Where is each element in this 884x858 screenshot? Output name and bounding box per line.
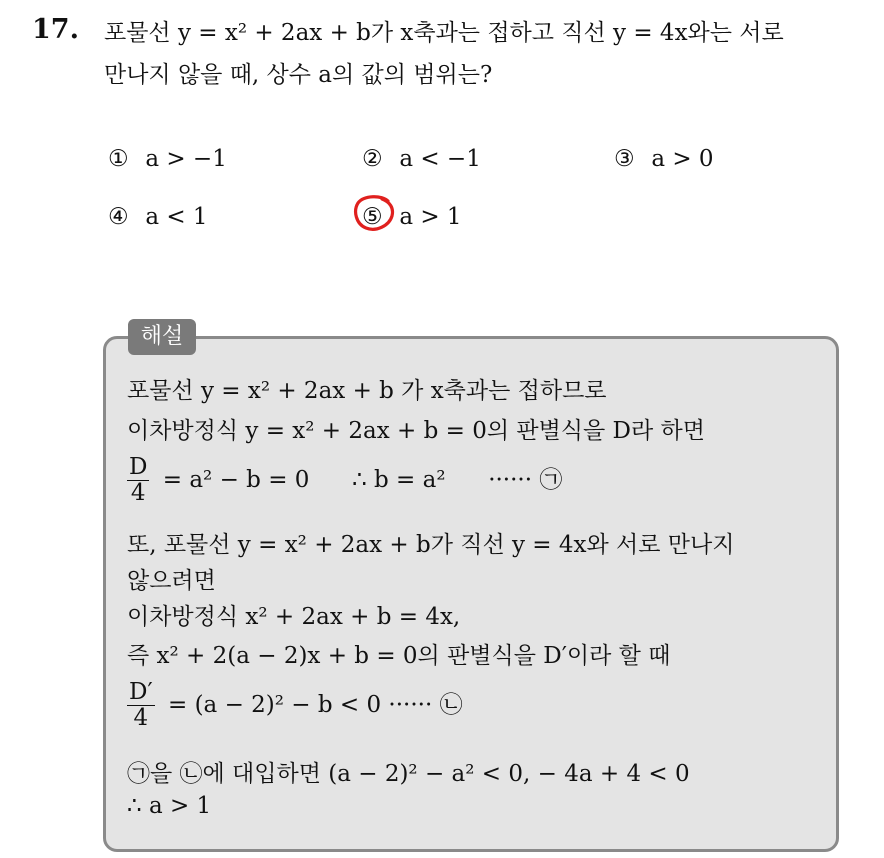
choice-1[interactable] bbox=[108, 146, 227, 172]
solution-line-1: 포물선 y = x² + 2ax + b 가 x축과는 접하므로 bbox=[127, 378, 607, 404]
choice-4-mark: ④ bbox=[108, 204, 129, 230]
choice-1-text: a > −1 bbox=[145, 146, 227, 172]
question-line-2: 만나지 않을 때, 상수 a의 값의 범위는? bbox=[104, 62, 493, 88]
solution-line-2: 이차방정식 y = x² + 2ax + b = 0의 판별식을 D라 하면 bbox=[127, 418, 705, 444]
choice-3-mark: ③ bbox=[614, 146, 635, 172]
fraction-denominator: 4 bbox=[130, 480, 146, 507]
answer-circle-stroke bbox=[356, 197, 393, 230]
solution-conclusion: ∴ a > 1 bbox=[127, 793, 212, 819]
discriminant-inequality: = (a − 2)² − b < 0 ······ ㉡ bbox=[167, 691, 463, 718]
choice-4-text: a < 1 bbox=[145, 204, 208, 230]
solution-line-9: ㉠을 ㉡에 대입하면 (a − 2)² − a² < 0, − 4a + 4 < 0 bbox=[127, 761, 690, 787]
fraction-numerator-prime: D′ bbox=[129, 679, 153, 705]
choice-3[interactable] bbox=[614, 146, 714, 172]
solution-line-3 bbox=[127, 455, 562, 507]
fraction-numerator: D bbox=[129, 454, 148, 480]
solution-line-4: 또, 포물선 y = x² + 2ax + b가 직선 y = 4x와 서로 만나지 bbox=[127, 532, 735, 558]
question-text bbox=[104, 12, 874, 96]
choice-2-text: a < −1 bbox=[399, 146, 481, 172]
choice-5-mark: ⑤ bbox=[362, 204, 383, 230]
solution-label: 해설 bbox=[128, 319, 196, 355]
choice-3-text: a > 0 bbox=[651, 146, 714, 172]
choice-2[interactable] bbox=[362, 146, 481, 172]
choice-4[interactable] bbox=[108, 204, 208, 230]
choice-1-mark: ① bbox=[108, 146, 129, 172]
equation-tag-1: ······ ㉠ bbox=[488, 466, 563, 493]
question-number: 17. bbox=[32, 14, 79, 45]
choice-2-mark: ② bbox=[362, 146, 383, 172]
choice-5-text: a > 1 bbox=[399, 204, 462, 230]
fraction-denominator-prime: 4 bbox=[133, 705, 149, 732]
solution-line-5: 않으려면 bbox=[127, 568, 216, 594]
therefore-b-equals: ∴ b = a² bbox=[352, 466, 446, 493]
question-line-1: 포물선 y = x² + 2ax + b가 x축과는 접하고 직선 y = 4x와는 서로 bbox=[104, 20, 784, 46]
fraction-d-prime-over-4 bbox=[127, 680, 155, 732]
solution-line-8 bbox=[127, 680, 463, 732]
solution-line-7: 즉 x² + 2(a − 2)x + b = 0의 판별식을 D′이라 할 때 bbox=[127, 643, 671, 669]
solution-line-6: 이차방정식 x² + 2ax + b = 4x, bbox=[127, 604, 461, 630]
discriminant-expression: = a² − b = 0 bbox=[162, 466, 310, 493]
answer-circle-icon bbox=[352, 193, 396, 233]
fraction-d-over-4 bbox=[127, 455, 149, 507]
